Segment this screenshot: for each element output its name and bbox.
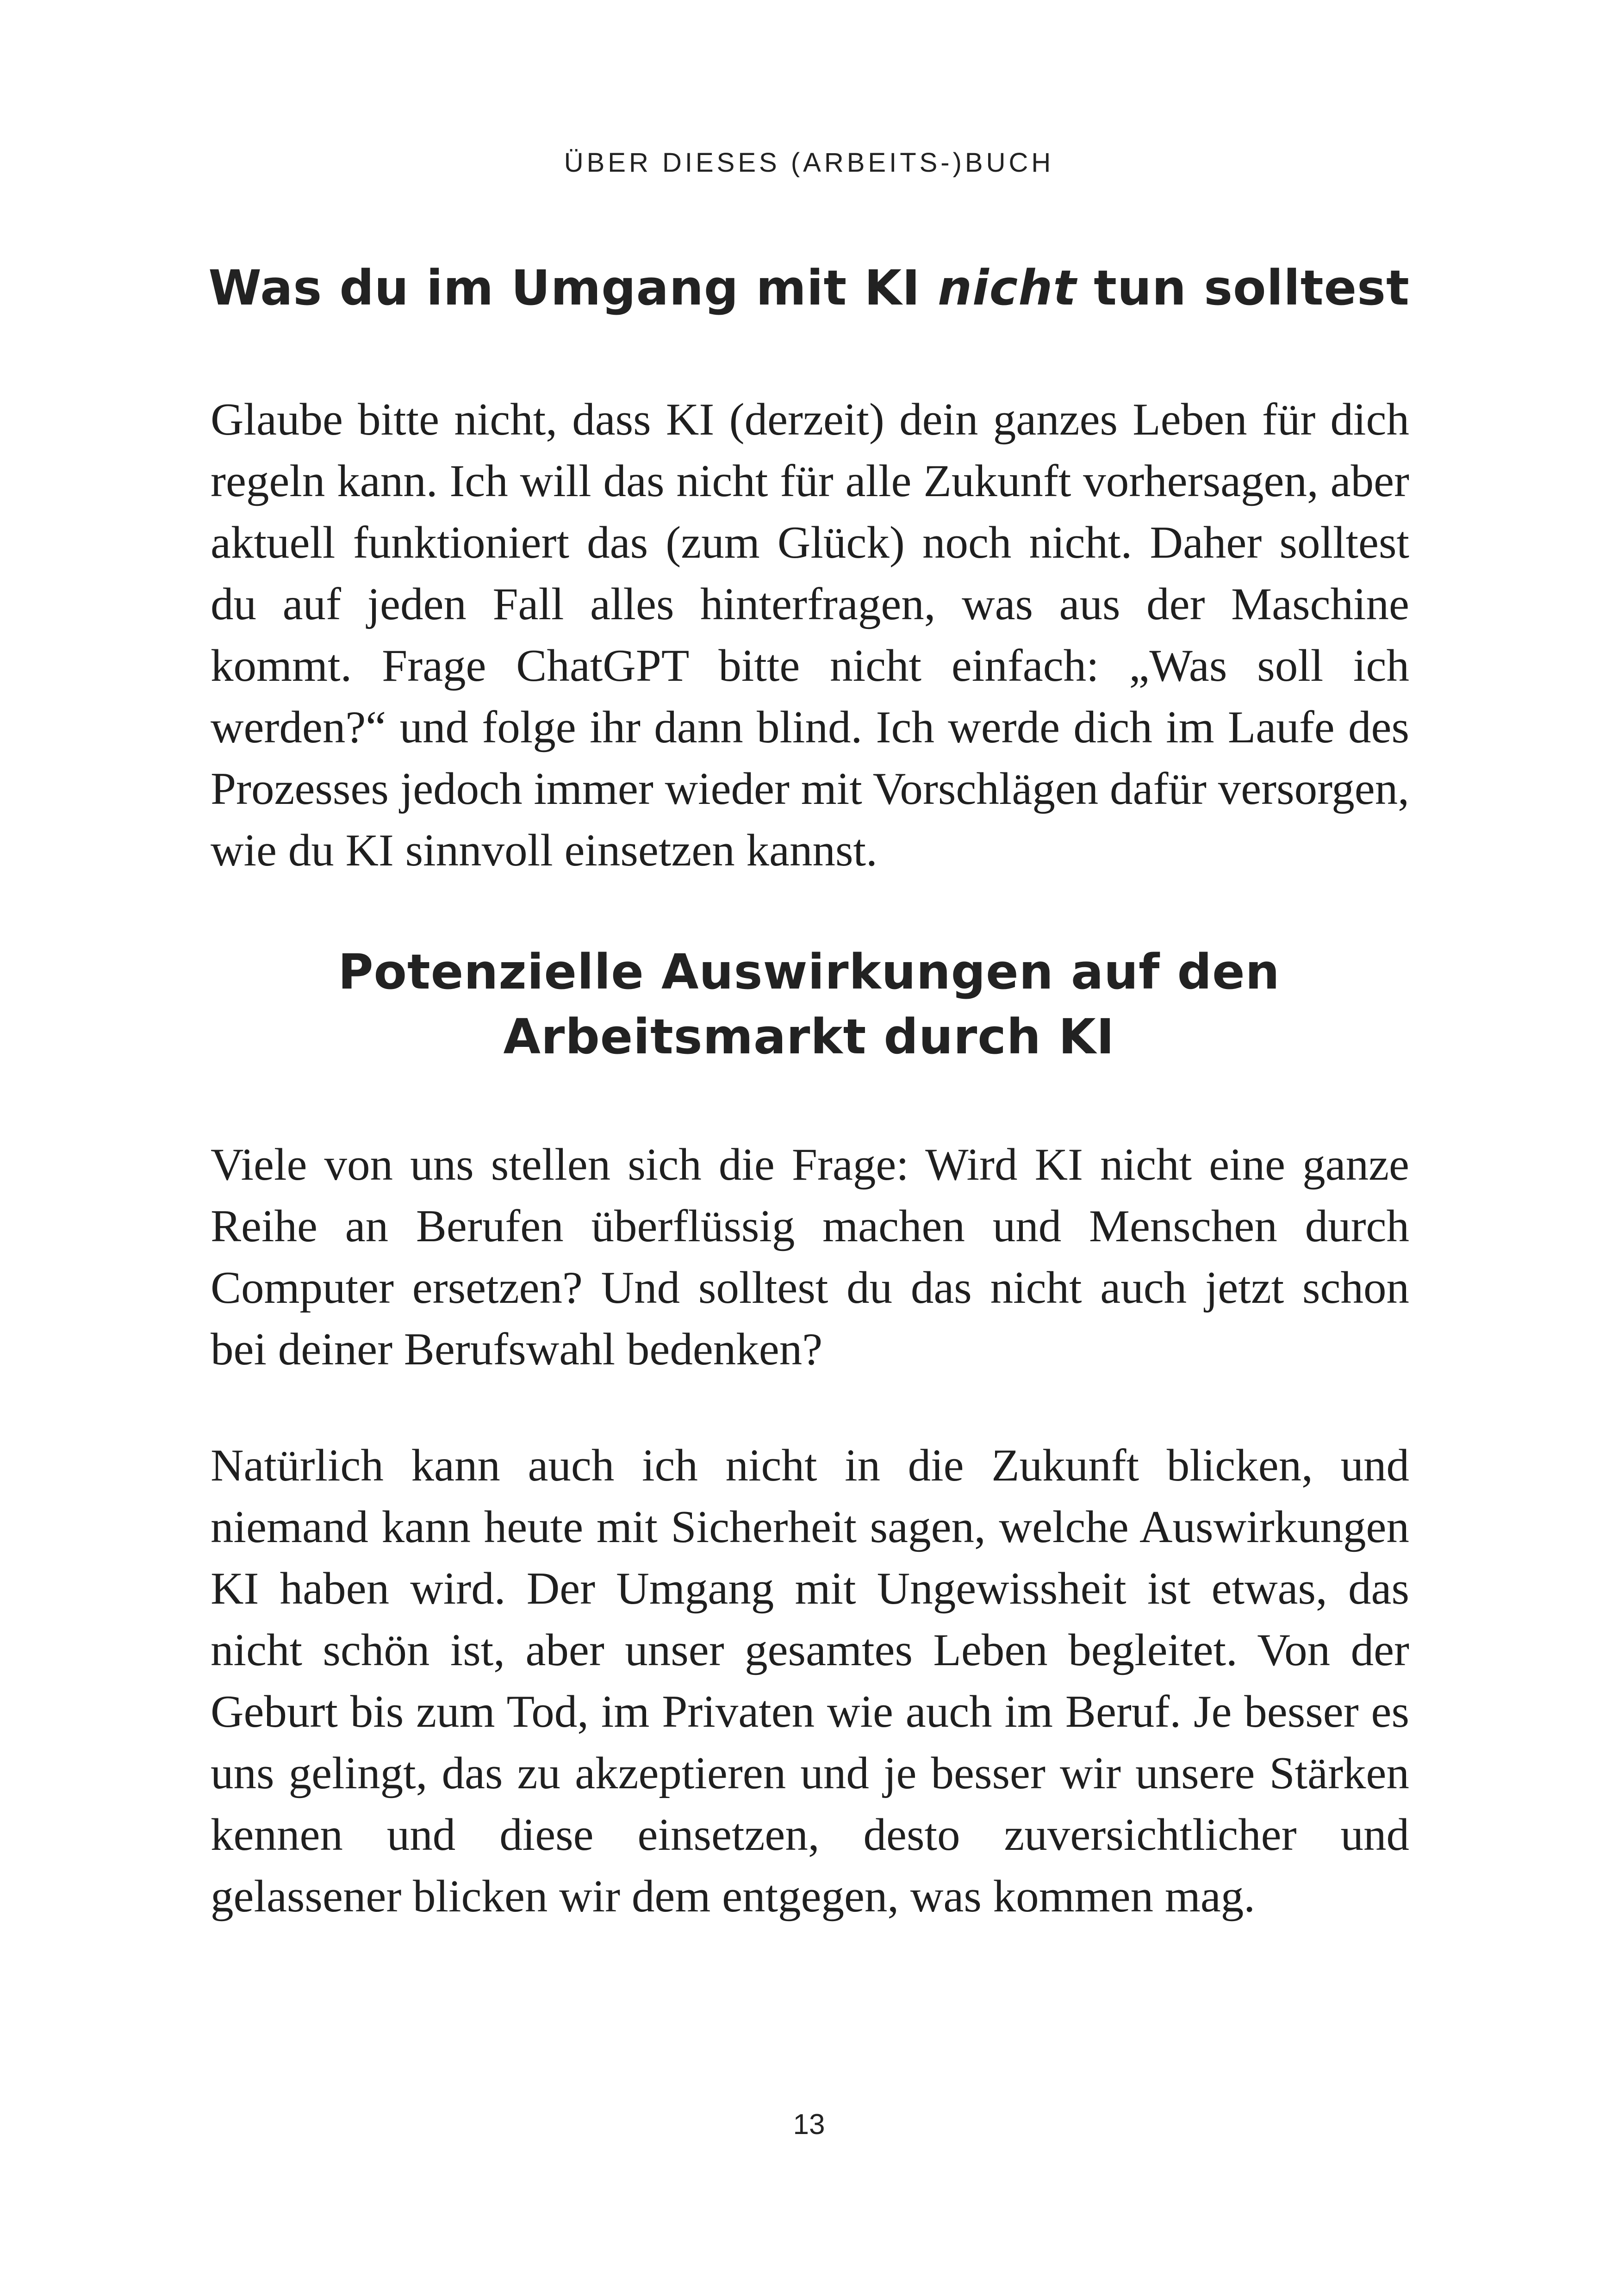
section-heading-ki-usage [0,255,1618,320]
body-paragraph: Natürlich kann auch ich nicht in die Zukunft blicken, und niemand kann heute mit Sicherheit sagen, welche Auswirkungen KI haben wird. Der Umgang mit Ungewissheit ist etwas, das nicht schön ist, aber unser gesamtes Leben begleitet. Von der Geburt bis zum Tod, im Privaten wie auch im Beruf. Je besser es uns gelingt, das zu akzeptieren und je besser wir unsere Stärken kennen und diese einsetzen, desto zuversichtlicher und gelassener blicken wir dem entgegen, was kommen mag. [211,1440,1409,1922]
heading-text-after: tun solltest [1077,260,1410,316]
body-paragraph: Glaube bitte nicht, dass KI (derzeit) dein ganzes Leben für dich regeln kann. Ich will das nicht für alle Zukunft vorhersagen, aber aktuell funktioniert das (zum Glück) noch nicht. Daher solltest du auf jeden Fall alles hinterfragen, was aus der Maschine kommt. Frage ChatGPT bitte nicht einfach: „Was soll ich werden?“ und folge ihr dann blind. Ich werde dich im Laufe des Prozesses jedoch immer wieder mit Vorschlägen dafür versorgen, wie du KI sinnvoll einsetzen kannst. [211,394,1409,876]
heading-line-1: Potenzielle Auswirkungen auf den [338,944,1280,1000]
body-paragraph: Viele von uns stellen sich die Frage: Wird KI nicht eine ganze Reihe an Berufen überflüssig machen und Menschen durch Computer ersetzen? Und solltest du das nicht auch jetzt schon bei deiner Berufswahl bedenken? [211,1139,1409,1375]
heading-text-before: Was du im Umgang mit KI [208,260,938,316]
page-number: 13 [793,2109,825,2140]
heading-emphasis: nicht [937,260,1077,316]
section-heading-labor-market [0,940,1618,1069]
running-head: ÜBER DIESES (ARBEITS-)BUCH [564,148,1054,178]
heading-line-2: Arbeitsmarkt durch KI [503,1008,1115,1065]
